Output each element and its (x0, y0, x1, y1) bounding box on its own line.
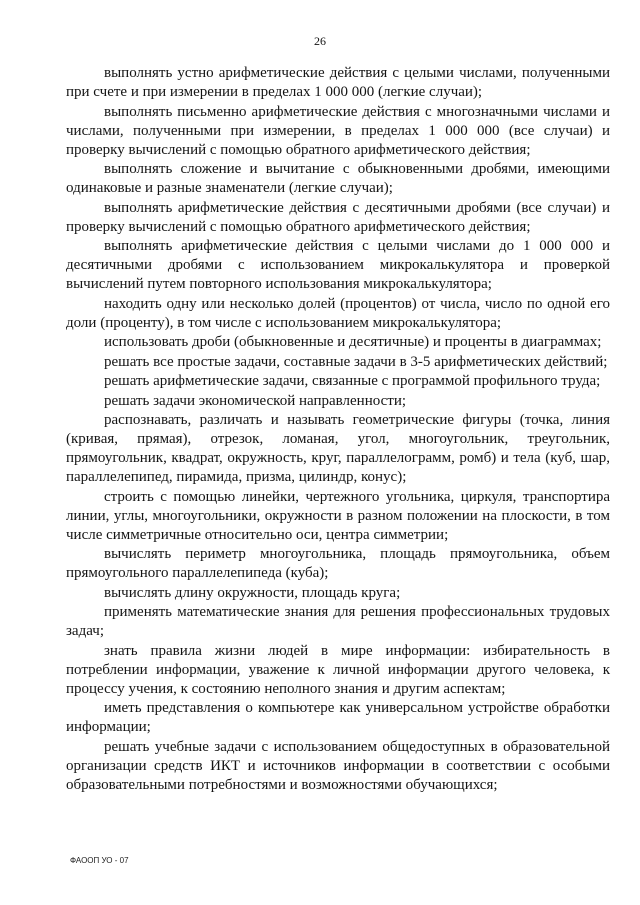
paragraph: решать арифметические задачи, связанные с программой профильного труда; (104, 373, 601, 389)
body-text (66, 64, 610, 795)
paragraph: распознавать, различать и называть геометрические фигуры (точка, линия (кривая, прямая), отрезок, ломаная, угол, многоугольник, треугольник, прямоугольник, квадрат, окружность, круг, параллелограмм, ромб) и тела (куб, шар, параллелепипед, пирамида, призма, цилиндр, конус); (66, 412, 610, 485)
paragraph: иметь представления о компьютере как универсальном устройстве обработки информации; (66, 700, 610, 735)
paragraph: выполнять письменно арифметические действия с многозначными числами и числами, полученными при измерении, в пределах 1 000 000 (все случаи) и проверку вычислений с помощью обратного арифметического действия; (66, 103, 610, 158)
paragraph: выполнять арифметические действия с десятичными дробями (все случаи) и проверку вычислений с помощью обратного арифметического действия; (66, 199, 610, 235)
footer-document-code: ФАООП УО - 07 (70, 856, 129, 865)
paragraph: решать задачи экономической направленности; (104, 392, 407, 409)
paragraph: выполнять арифметические действия с целыми числами до 1 000 000 и десятичными дробями с использованием микрокалькулятора и проверкой вычислений путем повторного использования микрокалькулятора; (66, 238, 610, 292)
paragraph: выполнять устно арифметические действия с целыми числами, полученными при счете и при измерении в пределах 1 000 000 (легкие случаи); (66, 65, 610, 100)
paragraph: строить с помощью линейки, чертежного угольника, циркуля, транспортира линии, углы, многоугольники, окружности в разном положении на плоскости, в том числе симметричные относительно оси, центра симметрии; (66, 488, 610, 543)
paragraph: использовать дроби (обыкновенные и десятичные) и проценты в диаграммах; (104, 334, 602, 350)
paragraph: решать все простые задачи, составные задачи в 3-5 арифметических действий; (104, 353, 608, 370)
paragraph: применять математические знания для решения профессиональных трудовых задач; (66, 604, 610, 639)
paragraph: вычислять периметр многоугольника, площадь прямоугольника, объем прямоугольного параллелепипеда (куба); (66, 546, 610, 581)
page-number: 26 (314, 34, 326, 48)
paragraph: знать правила жизни людей в мире информации: избирательность в потреблении информации, уважение к личной информации другого человека, к процессу учения, к состоянию неполного знания и другим аспектам; (66, 642, 610, 697)
paragraph: находить одну или несколько долей (процентов) от числа, число по одной его доли (проценту), в том числе с использованием микрокалькулятора; (66, 295, 610, 331)
paragraph: решать учебные задачи с использованием общедоступных в образовательной организации средств ИКТ и источников информации в соответствии с особыми образовательными потребностями и возможностями обучающихся; (66, 738, 610, 793)
paragraph: выполнять сложение и вычитание с обыкновенными дробями, имеющими одинаковые и разные знаменатели (легкие случаи); (66, 161, 610, 196)
paragraph: вычислять длину окружности, площадь круга; (104, 584, 401, 601)
